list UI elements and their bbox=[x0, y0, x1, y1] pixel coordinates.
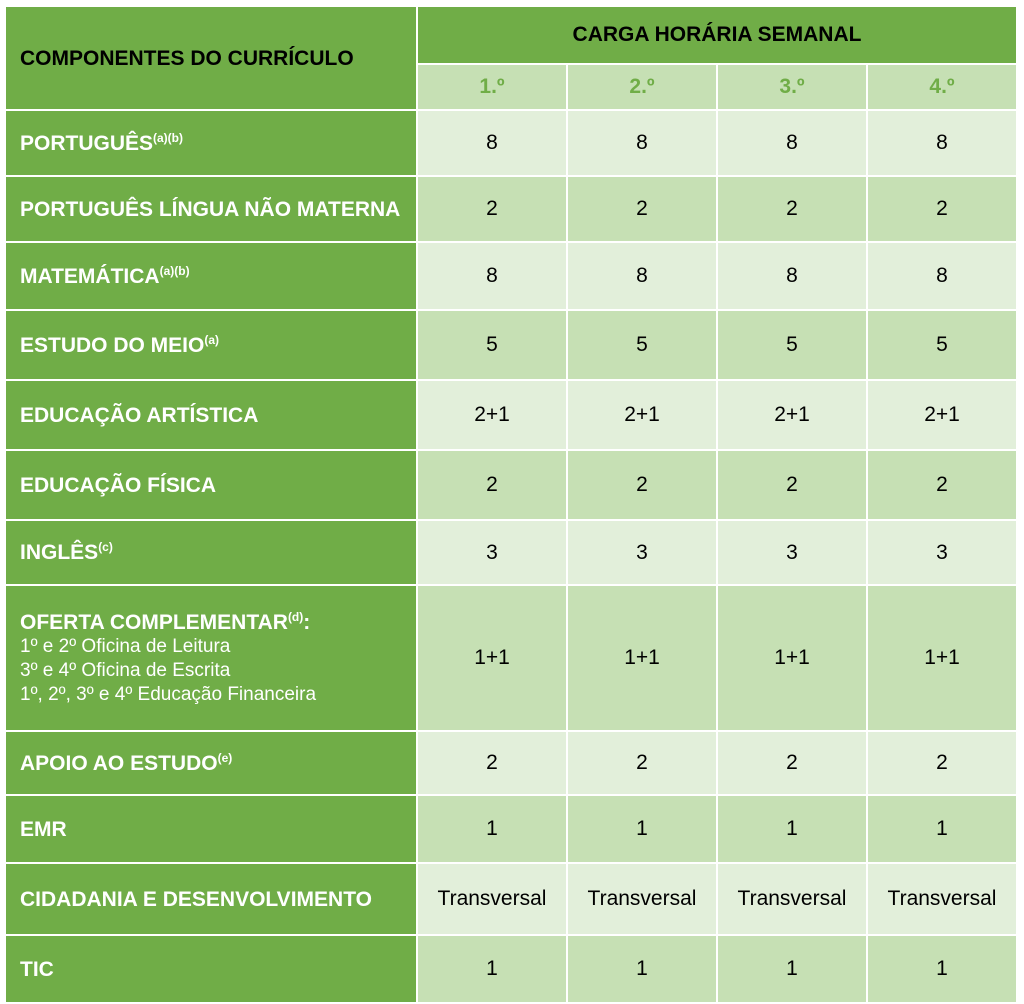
value-cell: 8 bbox=[717, 110, 867, 176]
row-label: $MATEMÁTICA^{(a)(b)}$ bbox=[5, 242, 417, 310]
value-cell: 2 bbox=[417, 176, 567, 242]
table-row bbox=[5, 176, 1017, 242]
value-cell: 2 bbox=[567, 731, 717, 795]
year-header: 3.º bbox=[717, 64, 867, 110]
row-label: PORTUGUÊS LÍNGUA NÃO MATERNA bbox=[5, 176, 417, 242]
row-label: EMR bbox=[5, 795, 417, 863]
footnote-marker: (e) bbox=[217, 750, 233, 765]
value-cell: 8 bbox=[867, 110, 1017, 176]
value-cell: 5 bbox=[867, 310, 1017, 380]
value-cell: Transversal bbox=[867, 863, 1017, 935]
value-cell: 2 bbox=[567, 176, 717, 242]
year-header: 1.º bbox=[417, 64, 567, 110]
value-cell: 2 bbox=[567, 450, 717, 520]
table-row bbox=[5, 110, 1017, 176]
value-cell: Transversal bbox=[567, 863, 717, 935]
table-row bbox=[5, 310, 1017, 380]
components-header: COMPONENTES DO CURRÍCULO bbox=[5, 6, 417, 110]
row-label: EDUCAÇÃO FÍSICA bbox=[5, 450, 417, 520]
row-label: $PORTUGUÊS^{(a)(b)}$ bbox=[5, 110, 417, 176]
curriculum-table bbox=[4, 5, 1018, 1004]
row-label: ESTUDO DO MEIO$^{(a)}$ bbox=[5, 310, 417, 380]
value-cell: 1 bbox=[417, 935, 567, 1003]
table-row bbox=[5, 863, 1017, 935]
subline: 1º, 2º, 3º e 4º Educação Financeira bbox=[20, 683, 317, 705]
value-cell: 8 bbox=[567, 242, 717, 310]
value-cell: 2+1 bbox=[567, 380, 717, 450]
year-header: 4.º bbox=[867, 64, 1017, 110]
value-cell: 3 bbox=[567, 520, 717, 585]
footnote-marker: (a) bbox=[204, 332, 220, 347]
value-cell: 8 bbox=[567, 110, 717, 176]
year-header: 2.º bbox=[567, 64, 717, 110]
value-cell: 2 bbox=[417, 731, 567, 795]
value-cell: 1+1 bbox=[717, 585, 867, 731]
value-cell: 2 bbox=[417, 450, 567, 520]
row-label: CIDADANIA E DESENVOLVIMENTO bbox=[5, 863, 417, 935]
value-cell: 2+1 bbox=[867, 380, 1017, 450]
footnote-marker: (c) bbox=[98, 540, 113, 554]
value-cell: Transversal bbox=[417, 863, 567, 935]
footnote-marker: (a)(b) bbox=[153, 130, 184, 145]
table-row bbox=[5, 795, 1017, 863]
value-cell: 2 bbox=[867, 450, 1017, 520]
value-cell: 5 bbox=[717, 310, 867, 380]
workload-header: CARGA HORÁRIA SEMANAL bbox=[417, 6, 1017, 64]
value-cell: 1 bbox=[717, 795, 867, 863]
table-row bbox=[5, 242, 1017, 310]
table-row bbox=[5, 520, 1017, 585]
value-cell: 2 bbox=[717, 176, 867, 242]
value-cell: 3 bbox=[867, 520, 1017, 585]
value-cell: 3 bbox=[717, 520, 867, 585]
value-cell: 1 bbox=[717, 935, 867, 1003]
row-label: TIC bbox=[5, 935, 417, 1003]
value-cell: 5 bbox=[417, 310, 567, 380]
value-cell: 1 bbox=[867, 935, 1017, 1003]
value-cell: 1+1 bbox=[867, 585, 1017, 731]
value-cell: 2 bbox=[717, 450, 867, 520]
value-cell: 5 bbox=[567, 310, 717, 380]
value-cell: 2 bbox=[717, 731, 867, 795]
table-row bbox=[5, 380, 1017, 450]
footnote-marker: (d) bbox=[287, 609, 304, 624]
table-row bbox=[5, 585, 1017, 731]
table-row bbox=[5, 731, 1017, 795]
value-cell: 1 bbox=[567, 935, 717, 1003]
value-cell: 8 bbox=[717, 242, 867, 310]
value-cell: 8 bbox=[417, 242, 567, 310]
subline: 3º e 4º Oficina de Escrita bbox=[20, 659, 231, 681]
value-cell: 3 bbox=[417, 520, 567, 585]
value-cell: 1 bbox=[867, 795, 1017, 863]
value-cell: 1+1 bbox=[567, 585, 717, 731]
value-cell: 2 bbox=[867, 176, 1017, 242]
value-cell: Transversal bbox=[717, 863, 867, 935]
value-cell: 1+1 bbox=[417, 585, 567, 731]
table-row bbox=[5, 450, 1017, 520]
value-cell: 2+1 bbox=[717, 380, 867, 450]
row-label: EDUCAÇÃO ARTÍSTICA bbox=[5, 380, 417, 450]
row-label: OFERTA COMPLEMENTAR$^{(d)}$: 1º e 2º Oficina de Leitura 3º e 4º Oficina de Escrita 1º, 2º, 3º e 4º Educação Financeira bbox=[5, 585, 417, 731]
value-cell: 2 bbox=[867, 731, 1017, 795]
subline: 1º e 2º Oficina de Leitura bbox=[20, 635, 231, 657]
table-row bbox=[5, 935, 1017, 1003]
footnote-marker: (a)(b) bbox=[159, 263, 190, 278]
value-cell: 2+1 bbox=[417, 380, 567, 450]
row-label: INGLÊS$^{(c)}$ bbox=[5, 520, 417, 585]
value-cell: 8 bbox=[417, 110, 567, 176]
value-cell: 8 bbox=[867, 242, 1017, 310]
row-label: APOIO AO ESTUDO$^{(e)}$ bbox=[5, 731, 417, 795]
value-cell: 1 bbox=[417, 795, 567, 863]
value-cell: 1 bbox=[567, 795, 717, 863]
